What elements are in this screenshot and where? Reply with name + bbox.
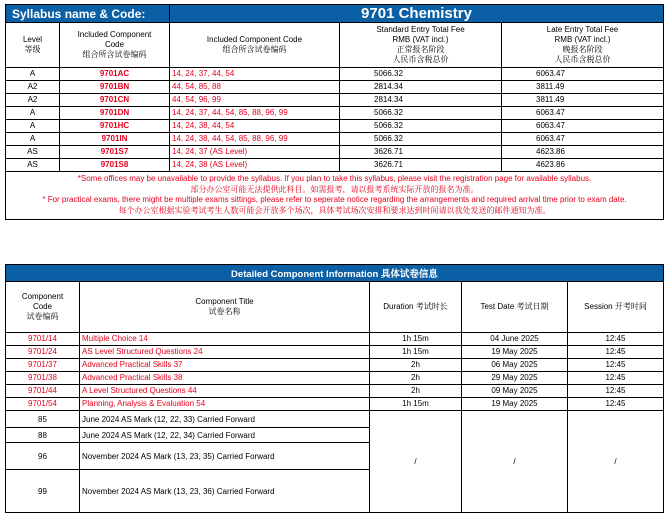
- late-fee-cell: 3811.49: [502, 81, 664, 94]
- component-title-cell: November 2024 AS Mark (13, 23, 36) Carried Forward: [80, 470, 370, 513]
- component-code-cell: 88: [6, 428, 80, 443]
- component-code-cell: 9701/14: [6, 333, 80, 346]
- syllabus-code-cell: 9701S7: [60, 146, 170, 159]
- col-components: Included Component Code 组合所含试卷编码: [170, 23, 340, 68]
- late-fee-cell: 6063.47: [502, 107, 664, 120]
- syllabus-row: [6, 146, 664, 159]
- syllabus-row: [6, 81, 664, 94]
- col-late-fee: Late Entry Total Fee RMB (VAT incl.) 晚报名阶段 人民币含税总价: [502, 23, 664, 68]
- standard-fee-cell: 5066.32: [340, 107, 502, 120]
- session-cell: 12:45: [568, 346, 664, 359]
- col-test-date: Test Date 考试日期: [462, 282, 568, 333]
- syllabus-table: [5, 4, 664, 220]
- duration-cell: 2h: [370, 385, 462, 398]
- syllabus-code-cell: 9701DN: [60, 107, 170, 120]
- component-row: [6, 346, 664, 359]
- col-duration: Duration 考试时长: [370, 282, 462, 333]
- duration-cell: 2h: [370, 359, 462, 372]
- note-practical-cn: 每个办公室根据实验考试考生人数可能会开放多个场次，具体考试场次安排和要求达到时间请以我处发送的邮件通知为准。: [118, 205, 551, 215]
- session-cell: 12:45: [568, 372, 664, 385]
- note-availability-cn: 部分办公室可能无法提供此科目。如需报考，请以报考系统实际开放的报名为准。: [190, 184, 479, 194]
- components-cell: 14, 24, 37, 44, 54: [170, 68, 340, 81]
- level-cell: A: [6, 120, 60, 133]
- component-code-cell: 99: [6, 470, 80, 513]
- session-cell: 12:45: [568, 359, 664, 372]
- level-cell: A: [6, 133, 60, 146]
- col-included-code: Included Component Code 组合所含试卷编码: [60, 23, 170, 68]
- component-title-cell: June 2024 AS Mark (12, 22, 33) Carried Forward: [80, 411, 370, 428]
- component-title-cell: Multiple Choice 14: [80, 333, 370, 346]
- session-cell: 12:45: [568, 398, 664, 411]
- note-availability-en: *Some offices may be unavailable to provide the syllabus. If you plan to take this syllabus, please visit the registration page for available syllabus.: [77, 174, 592, 183]
- level-cell: A2: [6, 94, 60, 107]
- component-row: [6, 398, 664, 411]
- standard-fee-cell: 5066.32: [340, 133, 502, 146]
- syllabus-row: [6, 120, 664, 133]
- late-fee-cell: 6063.47: [502, 133, 664, 146]
- late-fee-cell: 6063.47: [502, 120, 664, 133]
- test-date-cell: 04 June 2025: [462, 333, 568, 346]
- component-code-cell: 85: [6, 411, 80, 428]
- components-cell: 14, 24, 38, 44, 54: [170, 120, 340, 133]
- duration-cell: 1h 15m: [370, 398, 462, 411]
- session-cell: 12:45: [568, 333, 664, 346]
- note-practical-en: * For practical exams, there might be multiple exams sittings, please refer to seperate notice regarding the arrangements and required arrival time prior to exam date.: [42, 195, 627, 204]
- syllabus-code-cell: 9701IN: [60, 133, 170, 146]
- component-table: [5, 264, 664, 513]
- test-date-cell: 19 May 2025: [462, 346, 568, 359]
- syllabus-row: [6, 107, 664, 120]
- level-cell: AS: [6, 146, 60, 159]
- syllabus-row: [6, 68, 664, 81]
- test-date-cell: 06 May 2025: [462, 359, 568, 372]
- component-title-cell: Advanced Practical Skills 37: [80, 359, 370, 372]
- syllabus-label: Syllabus name & Code:: [6, 5, 170, 23]
- component-title-cell: Advanced Practical Skills 38: [80, 372, 370, 385]
- component-title-cell: AS Level Structured Questions 24: [80, 346, 370, 359]
- syllabus-row: [6, 159, 664, 172]
- components-cell: 44, 54, 96, 99: [170, 94, 340, 107]
- components-cell: 14, 24, 38, 44, 54, 85, 88, 96, 99: [170, 133, 340, 146]
- component-title-cell: June 2024 AS Mark (12, 22, 34) Carried Forward: [80, 428, 370, 443]
- carried-forward-row: [6, 411, 664, 428]
- level-cell: AS: [6, 159, 60, 172]
- component-code-cell: 9701/54: [6, 398, 80, 411]
- syllabus-code-cell: 9701HC: [60, 120, 170, 133]
- late-fee-cell: 4623.86: [502, 146, 664, 159]
- col-session: Session 开考时间: [568, 282, 664, 333]
- late-fee-cell: 6063.47: [502, 68, 664, 81]
- standard-fee-cell: 3626.71: [340, 146, 502, 159]
- component-row: [6, 385, 664, 398]
- standard-fee-cell: 3626.71: [340, 159, 502, 172]
- syllabus-code-cell: 9701BN: [60, 81, 170, 94]
- component-code-cell: 9701/37: [6, 359, 80, 372]
- standard-fee-cell: 2814.34: [340, 81, 502, 94]
- syllabus-row: [6, 94, 664, 107]
- syllabus-code-cell: 9701S8: [60, 159, 170, 172]
- level-cell: A: [6, 68, 60, 81]
- component-row: [6, 359, 664, 372]
- component-row: [6, 372, 664, 385]
- session-cell: /: [568, 411, 664, 513]
- syllabus-code-cell: 9701CN: [60, 94, 170, 107]
- late-fee-cell: 3811.49: [502, 94, 664, 107]
- test-date-cell: 09 May 2025: [462, 385, 568, 398]
- component-table-title: Detailed Component Information 具体试卷信息: [6, 265, 664, 282]
- component-title-cell: November 2024 AS Mark (13, 23, 35) Carried Forward: [80, 443, 370, 470]
- syllabus-title: 9701 Chemistry: [170, 5, 664, 23]
- component-row: [6, 333, 664, 346]
- test-date-cell: /: [462, 411, 568, 513]
- test-date-cell: 19 May 2025: [462, 398, 568, 411]
- syllabus-row: [6, 133, 664, 146]
- component-code-cell: 9701/44: [6, 385, 80, 398]
- level-cell: A2: [6, 81, 60, 94]
- session-cell: 12:45: [568, 385, 664, 398]
- component-title-cell: Planning, Analysis & Evaluation 54: [80, 398, 370, 411]
- duration-cell: /: [370, 411, 462, 513]
- col-component-code: Component Code 试卷编码: [6, 282, 80, 333]
- test-date-cell: 29 May 2025: [462, 372, 568, 385]
- components-cell: 14, 24, 37, 44, 54, 85, 88, 96, 99: [170, 107, 340, 120]
- col-component-title: Component Title 试卷名称: [80, 282, 370, 333]
- syllabus-code-cell: 9701AC: [60, 68, 170, 81]
- level-cell: A: [6, 107, 60, 120]
- components-cell: 14, 24, 38 (AS Level): [170, 159, 340, 172]
- component-title-cell: A Level Structured Questions 44: [80, 385, 370, 398]
- duration-cell: 1h 15m: [370, 333, 462, 346]
- late-fee-cell: 4623.86: [502, 159, 664, 172]
- component-code-cell: 9701/38: [6, 372, 80, 385]
- syllabus-notes: [6, 172, 664, 220]
- standard-fee-cell: 5066.32: [340, 120, 502, 133]
- components-cell: 14, 24, 37 (AS Level): [170, 146, 340, 159]
- standard-fee-cell: 5066.32: [340, 68, 502, 81]
- standard-fee-cell: 2814.34: [340, 94, 502, 107]
- col-standard-fee: Standard Entry Total Fee RMB (VAT incl.) 正常报名阶段 人民币含税总价: [340, 23, 502, 68]
- duration-cell: 1h 15m: [370, 346, 462, 359]
- components-cell: 44, 54, 85, 88: [170, 81, 340, 94]
- component-code-cell: 96: [6, 443, 80, 470]
- component-code-cell: 9701/24: [6, 346, 80, 359]
- col-level: Level 等级: [6, 23, 60, 68]
- duration-cell: 2h: [370, 372, 462, 385]
